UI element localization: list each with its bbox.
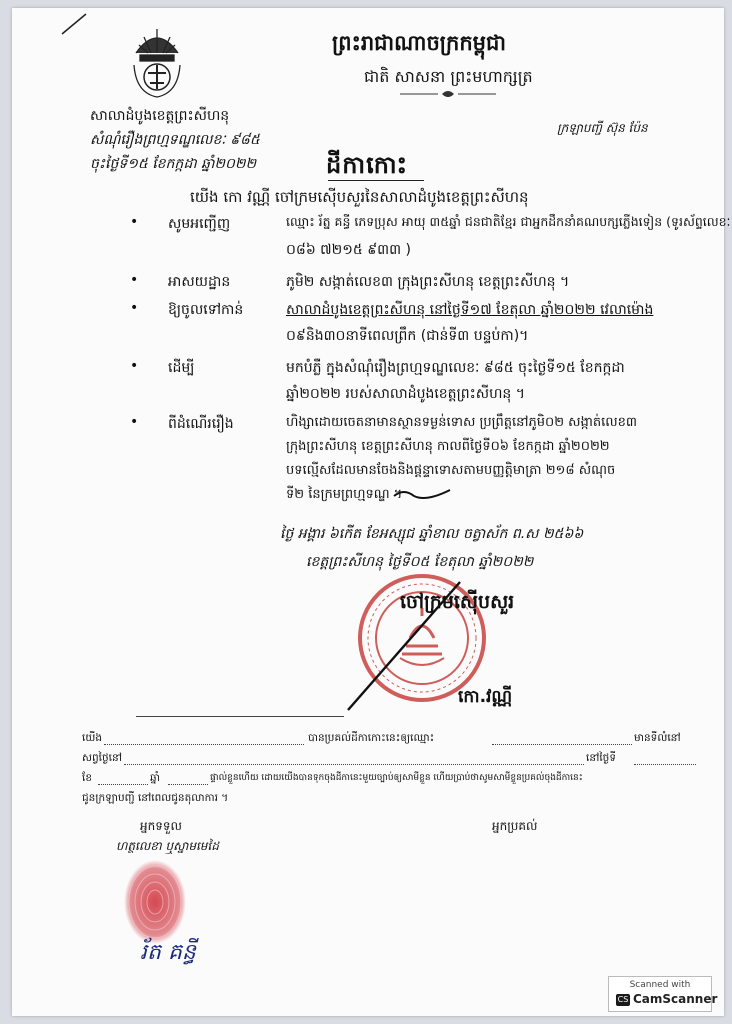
row-label: ពីដំណើររឿង bbox=[168, 416, 234, 432]
place-date: ខេត្តព្រះសីហនុ ថ្ងៃទី០៥ ខែតុលា ឆ្នាំ២០២២ bbox=[306, 554, 534, 570]
row-text-line: ឆ្នាំ២០២២ របស់សាលាដំបូងខេត្តព្រះសីហនុ ។ bbox=[286, 386, 525, 402]
receipt-text: បានប្រគល់ដីកាកោះនេះឲ្យឈ្មោះ bbox=[308, 732, 435, 744]
receipt-text: ខែ bbox=[82, 772, 92, 784]
row-label: ដើម្បី bbox=[168, 360, 195, 376]
receipt-text: យើង bbox=[82, 732, 102, 744]
row-text-line: បទល្មើសដែលមានចែងនិងផ្តន្ទាទោសតាមបញ្ញត្តិមាត្រា ២១៨ សំណុច bbox=[286, 463, 616, 478]
document-title: ដីកាកោះ bbox=[326, 151, 409, 179]
row-text-line: ភូមិ២ សង្កាត់លេខ៣ ក្រុងព្រះសីហនុ ខេត្តព្រះសីហនុ ។ bbox=[286, 274, 570, 290]
blank-line bbox=[98, 772, 148, 785]
signature-or-thumbprint-label: ហត្ថលេខា ឬស្នាមមេដៃ bbox=[116, 839, 219, 853]
row-text-line: ០៨៦ ៧២១៥ ៩៣៣ ) bbox=[286, 242, 411, 258]
receipt-text: មានទីលំនៅ bbox=[634, 732, 681, 744]
row-text-line: ហិង្សាដោយចេតនាមានស្ថានទម្ងន់ទោស ប្រព្រឹត្តនៅភូមិ០២ សង្កាត់លេខ៣ bbox=[286, 415, 638, 430]
blank-line bbox=[104, 732, 304, 745]
row-label: សូមអញ្ជើញ bbox=[168, 216, 231, 232]
summons-document bbox=[12, 8, 731, 1016]
fingerprint-icon bbox=[120, 856, 190, 948]
blank-line bbox=[492, 732, 632, 745]
receipt-text: សព្វថ្ងៃនៅ bbox=[82, 752, 122, 764]
bullet: • bbox=[130, 214, 139, 230]
kingdom-heading: ព្រះរាជាណាចក្រកម្ពុជា bbox=[332, 31, 507, 55]
row-label: ឱ្យចូលទៅកាន់ bbox=[168, 302, 244, 318]
registry-reference: ក្រឡាបញ្ជី ស៊ុន ប៉ែន bbox=[557, 121, 648, 135]
intro-line: យើង កោ វណ្ណី ចៅក្រមស៊ើបសួរនៃសាលាដំបូងខេត្តព្រះសីហនុ bbox=[190, 188, 529, 206]
receiver-signature: រ័ត គន្ធី bbox=[140, 940, 196, 965]
pen-mark-icon bbox=[60, 12, 90, 36]
watermark-brand: CamScanner bbox=[633, 992, 718, 1006]
receipt-text: ផ្ទាល់ខ្លួនហើយ ដោយយើងបានទុកចុងដីកានេះមួយច្បាប់ឲ្យសាមីខ្លួន ហើយប្រាប់ថាសូមសាមីខ្លួនប្រគល់ចុងដីកានេះ bbox=[210, 773, 583, 783]
row-text-line: ក្រុងព្រះសីហនុ ខេត្តព្រះសីហនុ កាលពីថ្ងៃទី០៦ ខែកក្កដា ឆ្នាំ២០២២ bbox=[286, 439, 610, 454]
bullet: • bbox=[130, 272, 139, 288]
court-name: សាលាដំបូងខេត្តព្រះសីហនុ bbox=[90, 108, 230, 124]
pen-stroke-icon bbox=[392, 484, 452, 504]
row-text-line: សាលាដំបូងខេត្តព្រះសីហនុ នៅថ្ងៃទី១៧ ខែតុលា ឆ្នាំ២០២២ វេលាម៉ោង bbox=[286, 302, 654, 318]
row-text-line: ០៩និង៣០នាទីពេលព្រឹក (ជាន់ទី៣ បន្ទប់កា)។ bbox=[286, 328, 529, 344]
case-number: សំណុំរឿងព្រហ្មទណ្ឌលេខៈ ៩៨៥ bbox=[90, 132, 260, 148]
row-label: អាសយដ្ឋាន bbox=[168, 274, 231, 290]
signer-name: កោ.វណ្ណី bbox=[458, 687, 513, 707]
row-text-line: មកបំភ្លឺ ក្នុងសំណុំរឿងព្រហ្មទណ្ឌលេខៈ ៩៨៥ ចុះថ្ងៃទី១៥ ខែកក្កដា bbox=[286, 360, 625, 376]
bullet: • bbox=[130, 358, 139, 374]
giver-label: អ្នកប្រគល់ bbox=[492, 819, 538, 833]
row-text-line: ឈ្មោះ រ័ត្ន គន្ធី ភេទប្រុស អាយុ ៣៥ឆ្នាំ ជនជាតិខ្មែរ ជាអ្នកដឹកនាំគណបក្សភ្លើងទៀន (ទូរស័ព្ទលេខៈ bbox=[286, 214, 731, 229]
blank-line bbox=[634, 752, 696, 765]
bullet: • bbox=[130, 300, 139, 316]
receipt-text: ឆ្នាំ bbox=[150, 772, 160, 784]
row-text-line: ទី២ នៃក្រមព្រហ្មទណ្ឌ ។ bbox=[286, 487, 403, 502]
receipt-text: នៅថ្ងៃទី bbox=[586, 752, 616, 764]
national-motto: ជាតិ សាសនា ព្រះមហាក្សត្រ bbox=[364, 67, 533, 86]
case-date: ចុះថ្ងៃទី១៥ ខែកក្កដា ឆ្នាំ២០២២ bbox=[90, 156, 257, 172]
bullet: • bbox=[130, 414, 139, 430]
motto-ornament-icon bbox=[398, 88, 498, 100]
title-underline bbox=[328, 180, 424, 181]
signer-title: ចៅក្រមស៊ើបសួរ bbox=[400, 591, 515, 613]
signature-stroke-icon bbox=[342, 578, 462, 718]
lunar-date: ថ្ងៃ អង្គារ ៦កើត ខែអស្សុជ ឆ្នាំខាល ចត្វាស័ក ព.ស ២៥៦៦ bbox=[280, 526, 584, 542]
receipt-text: ជូនក្រឡាបញ្ជី នៅពេលជូនតុលាការ ។ bbox=[82, 792, 229, 804]
blank-line bbox=[124, 752, 584, 765]
national-emblem-icon bbox=[124, 23, 190, 101]
camscanner-logo-icon: CS bbox=[617, 995, 629, 1004]
blank-line bbox=[168, 772, 208, 785]
divider bbox=[136, 716, 344, 717]
watermark-caption: Scanned with bbox=[629, 980, 691, 990]
camscanner-watermark bbox=[608, 976, 718, 1012]
receiver-label: អ្នកទទួល bbox=[140, 819, 182, 833]
